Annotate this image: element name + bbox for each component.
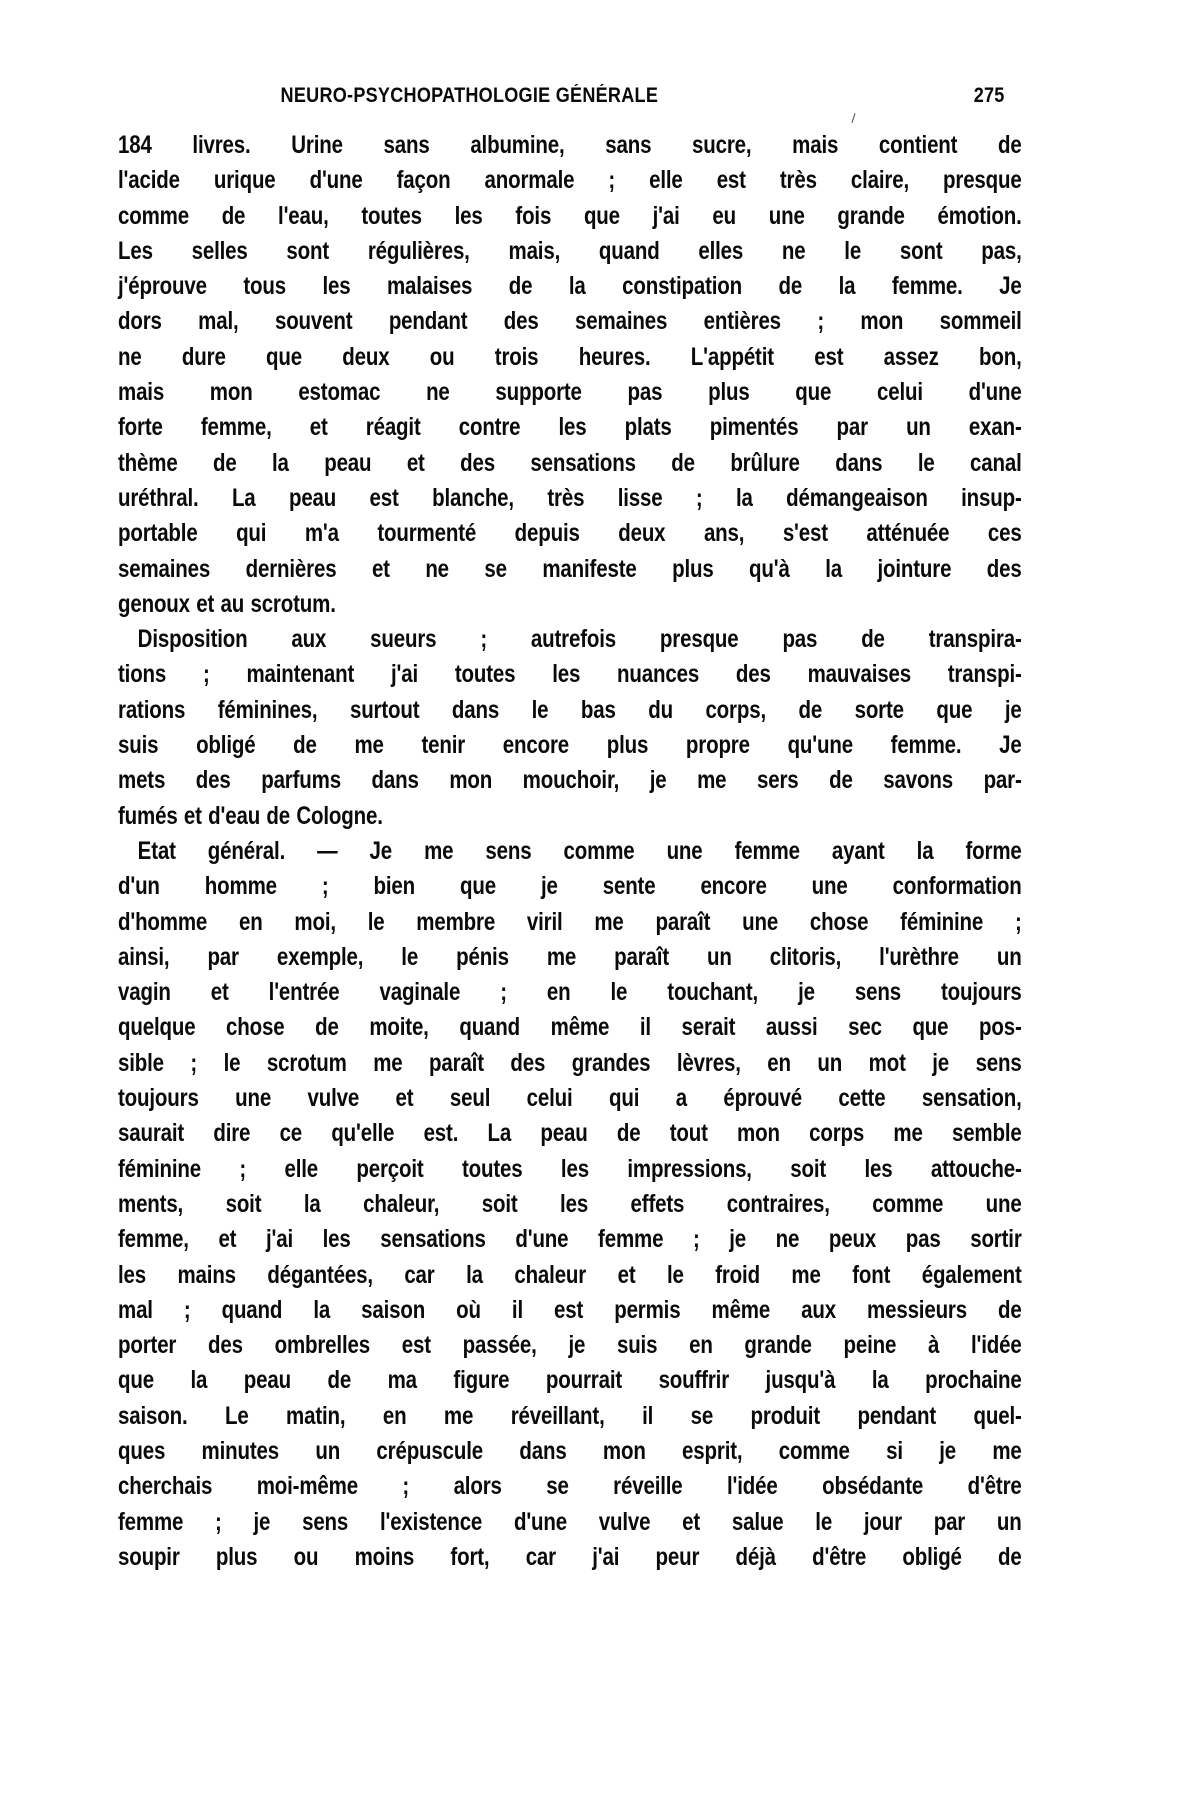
text-line: soupir plus ou moins fort, car j'ai peur déjà d'être obligé de bbox=[118, 1542, 1022, 1571]
running-title: NEURO-PSYCHOPATHOLOGIE GÉNÉRALE bbox=[280, 84, 659, 107]
text-line: genoux et au scrotum. bbox=[118, 589, 336, 618]
text-line: les mains dégantées, car la chaleur et le froid me font également bbox=[118, 1260, 1022, 1289]
text-line: Etat général. — Je me sens comme une femme ayant la forme bbox=[137, 836, 1022, 865]
text-line: Les selles sont régulières, mais, quand elles ne le sont pas, bbox=[118, 236, 1022, 265]
running-header bbox=[118, 84, 1005, 114]
text-line: vagin et l'entrée vaginale ; en le touchant, je sens toujours bbox=[118, 978, 1022, 1007]
text-line: fumés et d'eau de Cologne. bbox=[118, 801, 383, 830]
text-line: ainsi, par exemple, le pénis me paraît un clitoris, l'urèthre un bbox=[118, 942, 1022, 971]
text-line: féminine ; elle perçoit toutes les impressions, soit les attouche- bbox=[118, 1154, 1022, 1183]
text-line: sible ; le scrotum me paraît des grandes lèvres, en un mot je sens bbox=[118, 1048, 1022, 1077]
text-line: 184 livres. Urine sans albumine, sans sucre, mais contient de bbox=[118, 131, 1022, 159]
text-line: quelque chose de moite, quand même il serait aussi sec que pos- bbox=[118, 1013, 1022, 1042]
text-line: mal ; quand la saison où il est permis même aux messieurs de bbox=[118, 1295, 1022, 1324]
text-line: que la peau de ma figure pourrait souffrir jusqu'à la prochaine bbox=[118, 1366, 1022, 1395]
text-line: d'un homme ; bien que je sente encore une conformation bbox=[118, 872, 1022, 901]
text-line: l'acide urique d'une façon anormale ; elle est très claire, presque bbox=[118, 166, 1022, 195]
text-line: saison. Le matin, en me réveillant, il se produit pendant quel- bbox=[118, 1401, 1022, 1430]
text-line: toujours une vulve et seul celui qui a éprouvé cette sensation, bbox=[118, 1084, 1022, 1113]
text-line: mets des parfums dans mon mouchoir, je me sers de savons par- bbox=[118, 766, 1022, 795]
text-line: saurait dire ce qu'elle est. La peau de tout mon corps me semble bbox=[118, 1119, 1022, 1148]
text-line: femme ; je sens l'existence d'une vulve et salue le jour par un bbox=[118, 1507, 1022, 1536]
text-line: tions ; maintenant j'ai toutes les nuances des mauvaises transpi- bbox=[118, 660, 1022, 689]
text-line: j'éprouve tous les malaises de la constipation de la femme. Je bbox=[118, 272, 1022, 301]
text-line: ments, soit la chaleur, soit les effets contraires, comme une bbox=[118, 1189, 1022, 1218]
text-line: suis obligé de me tenir encore plus propre qu'une femme. Je bbox=[118, 731, 1022, 760]
text-line: dors mal, souvent pendant des semaines entières ; mon sommeil bbox=[118, 307, 1022, 336]
text-line: ne dure que deux ou trois heures. L'appétit est assez bon, bbox=[118, 342, 1022, 371]
text-line: uréthral. La peau est blanche, très lisse ; la démangeaison insup- bbox=[118, 483, 1022, 512]
page-number: 275 bbox=[973, 84, 1005, 107]
text-line: femme, et j'ai les sensations d'une femme ; je ne peux pas sortir bbox=[118, 1225, 1022, 1254]
text-line: rations féminines, surtout dans le bas du corps, de sorte que je bbox=[118, 695, 1022, 724]
body-text bbox=[118, 128, 1022, 1575]
text-line: Disposition aux sueurs ; autrefois presque pas de transpira- bbox=[137, 625, 1022, 654]
text-line: comme de l'eau, toutes les fois que j'ai eu une grande émotion. bbox=[118, 201, 1022, 230]
text-line: ques minutes un crépuscule dans mon esprit, comme si je me bbox=[118, 1436, 1022, 1465]
text-line: portable qui m'a tourmenté depuis deux ans, s'est atténuée ces bbox=[118, 519, 1022, 548]
text-line: forte femme, et réagit contre les plats pimentés par un exan- bbox=[118, 413, 1022, 442]
stray-print-mark bbox=[851, 113, 855, 123]
paragraph-sweating bbox=[118, 622, 1022, 834]
paragraph-urine-and-skin bbox=[118, 128, 1022, 622]
text-line: d'homme en moi, le membre viril me paraît une chose féminine ; bbox=[118, 907, 1022, 936]
text-line: mais mon estomac ne supporte pas plus que celui d'une bbox=[118, 378, 1022, 407]
text-line: thème de la peau et des sensations de brûlure dans le canal bbox=[118, 448, 1022, 477]
text-line: cherchais moi-même ; alors se réveille l'idée obsédante d'être bbox=[118, 1472, 1022, 1501]
paragraph-general-state bbox=[118, 834, 1022, 1575]
text-line: porter des ombrelles est passée, je suis en grande peine à l'idée bbox=[118, 1331, 1022, 1360]
text-line: semaines dernières et ne se manifeste plus qu'à la jointure des bbox=[118, 554, 1022, 583]
